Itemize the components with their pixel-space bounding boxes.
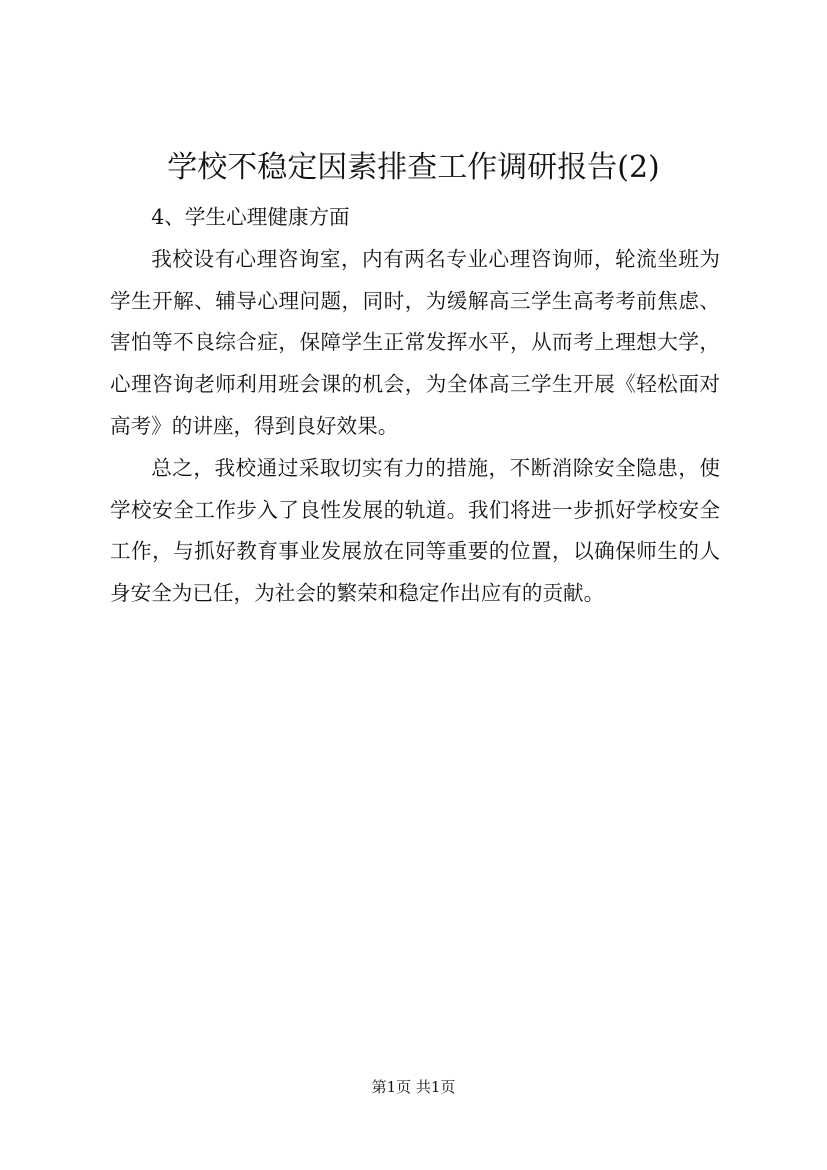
section-heading: 4、学生心理健康方面 (151, 205, 350, 229)
document-title: 学校不稳定因素排查工作调研报告(2) (167, 150, 660, 185)
document-body (110, 197, 720, 615)
page-footer: 第1页 共1页 (371, 1078, 456, 1096)
paragraph: 总之，我校通过采取切实有力的措施，不断消除安全隐患，使学校安全工作步入了良性发展的轨道。我们将进一步抓好学校安全工作，与抓好教育事业发展放在同等重要的位置，以确保师生的人身安全为已任，为社会的繁荣和稳定作出应有的贡献。 (110, 455, 720, 606)
paragraph: 我校设有心理咨询室，内有两名专业心理咨询师，轮流坐班为学生开解、辅导心理问题，同时，为缓解高三学生高考考前焦虑、害怕等不良综合症，保障学生正常发挥水平，从而考上理想大学，心理咨询老师利用班会课的机会，为全体高三学生开展《轻松面对高考》的讲座，得到良好效果。 (110, 246, 720, 438)
